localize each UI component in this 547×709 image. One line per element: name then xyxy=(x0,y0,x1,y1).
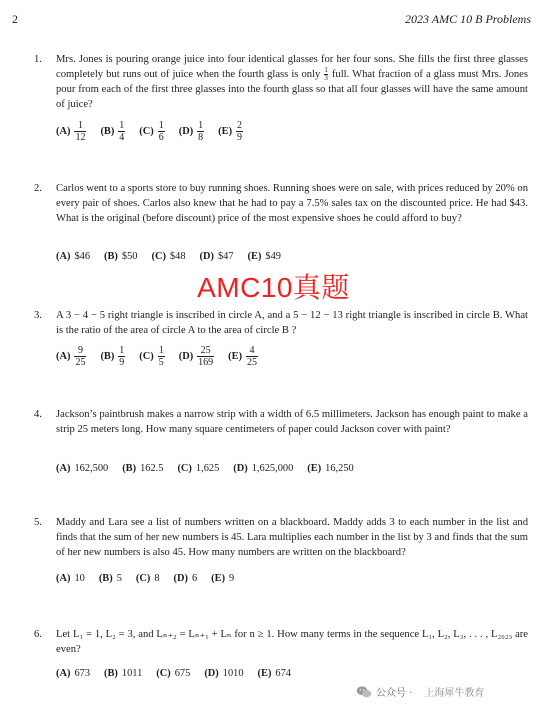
choice-b: (B) $\frac{1}{9}$ xyxy=(100,345,125,368)
header-title: 2023 AMC 10 B Problems xyxy=(405,12,531,26)
account-label: 公众号 · xyxy=(376,688,413,699)
choice-e: (E) $49 xyxy=(247,251,281,262)
problem-5 xyxy=(34,515,528,584)
problem-3 xyxy=(34,308,528,368)
choice-d: (D) $47 xyxy=(199,251,234,262)
choice-c: (C) $\frac{1}{6}$ xyxy=(139,120,164,143)
choice-d: (D) 1,625,000 xyxy=(233,463,294,474)
choice-e: (E) 9 xyxy=(211,573,235,584)
inline-fraction: $\frac{1}{3}$ xyxy=(324,66,328,83)
choice-a: (A) $46 xyxy=(56,251,91,262)
choice-b: (B) 1011 xyxy=(104,668,143,679)
answer-choices xyxy=(56,345,272,368)
choice-e: (E) 16,250 xyxy=(307,463,354,474)
choice-c: (C) $48 xyxy=(151,251,186,262)
choice-a: (A) $\frac{1}{12}$ xyxy=(56,120,86,143)
choice-a: (A) 673 xyxy=(56,668,91,679)
problem-number: 5. xyxy=(34,517,42,528)
problem-number: 3. xyxy=(34,310,42,321)
choice-a: (A) $\frac{9}{25}$ xyxy=(56,345,86,368)
choice-b: (B) $\frac{1}{4}$ xyxy=(100,120,125,143)
problem-text: Maddy and Lara see a list of numbers written on a blackboard. Maddy adds 3 to each number in the list and finds that the sum of her new numbers is 45. Lara multiplies each number in the list by 3 and finds that the sum of her new numbers is also 45. How many numbers are written on the blackboard? xyxy=(56,517,528,558)
choice-b: (B) 162.5 xyxy=(122,463,164,474)
problem-number: 1. xyxy=(34,54,42,65)
problem-text: Jackson’s paintbrush makes a narrow strip with a width of 6.5 millimeters. Jackson has enough paint to make a strip 25 meters long. How many square centimeters of paper could Jackson cover with paint? xyxy=(56,409,528,435)
problem-4 xyxy=(34,407,528,474)
choice-b: (B) $50 xyxy=(104,251,138,262)
choice-b: (B) 5 xyxy=(98,573,122,584)
page-number: 2 xyxy=(12,12,18,26)
choice-e: (E) 674 xyxy=(257,668,291,679)
choice-e: (E) $\frac{4}{25}$ xyxy=(228,345,258,368)
problem-2 xyxy=(34,181,528,262)
answer-choices xyxy=(56,571,248,586)
choice-d: (D) 6 xyxy=(173,573,198,584)
problem-text: A 3 − 4 − 5 right triangle is inscribed in circle A, and a 5 − 12 − 13 right triangle is inscribed in circle B. What is the ratio of the area of circle A to the area of circle B ? xyxy=(56,310,528,336)
problem-6 xyxy=(34,627,528,679)
problem-text: Mrs. Jones is pouring orange juice into four identical glasses for her four sons. She fills the first three glasses completely but runs out of juice when the fourth glass is only $\frac{1}{3}$ full. What fraction of a glass must Mrs. Jones pour from each of the first three glasses into the fourth glass so that all four glasses will have the same amount of juice? xyxy=(56,54,528,111)
choice-a: (A) 162,500 xyxy=(56,463,109,474)
answer-choices xyxy=(56,461,368,476)
choice-c: (C) 8 xyxy=(135,573,160,584)
choice-a: (A) 10 xyxy=(56,573,85,584)
choice-c: (C) 1,625 xyxy=(177,463,220,474)
problem-number: 6. xyxy=(34,629,42,640)
answer-choices xyxy=(56,666,305,681)
problem-text: Let L₁ = 1, L₂ = 3, and Lₙ₊₂ = Lₙ₊₁ + Lₙ for n ≥ 1. How many terms in the sequence L₁, L₂, L₃, . . . , L₂₀₂₃ are even? xyxy=(56,629,528,655)
choice-d: (D) 1010 xyxy=(204,668,244,679)
answer-choices xyxy=(56,120,257,143)
choice-d: (D) $\frac{25}{169}$ xyxy=(178,345,214,368)
problem-1 xyxy=(34,52,528,143)
wechat-icon xyxy=(356,685,372,699)
red-watermark-title: AMC10真题 xyxy=(197,272,350,303)
problem-text: Carlos went to a sports store to buy running shoes. Running shoes were on sale, with prices reduced by 20% on every pair of shoes. Carlos also knew that he had to pay a 7.5% sales tax on the discounted price. He had $43. What is the original (before discount) price of the most expensive shoes he could afford to buy? xyxy=(56,183,528,224)
organization-name: 上海犀牛教育 xyxy=(424,688,485,699)
wechat-account-logo xyxy=(356,684,484,699)
choice-d: (D) $\frac{1}{8}$ xyxy=(178,120,204,143)
problem-number: 2. xyxy=(34,183,42,194)
choice-c: (C) 675 xyxy=(156,668,191,679)
answer-choices xyxy=(56,249,295,264)
problem-number: 4. xyxy=(34,409,42,420)
choice-c: (C) $\frac{1}{5}$ xyxy=(139,345,164,368)
choice-e: (E) $\frac{2}{9}$ xyxy=(218,120,243,143)
